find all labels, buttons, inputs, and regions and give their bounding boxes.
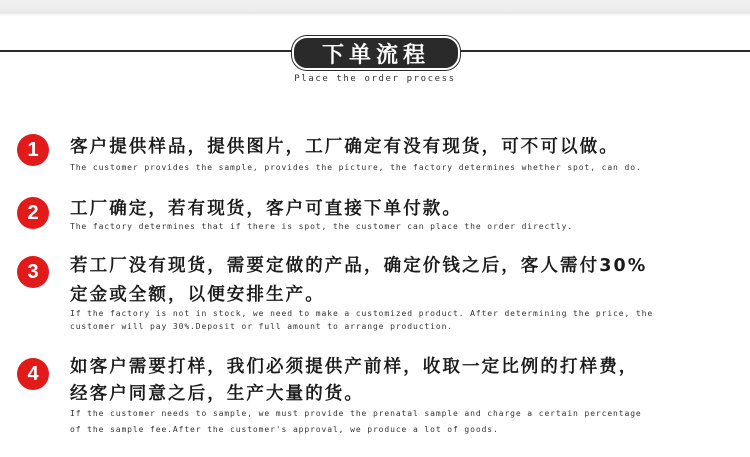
step-text-en: of the sample fee.After the customer's approval, we produce a lot of goods. [70, 425, 499, 434]
top-shadow [0, 12, 750, 16]
step-number-badge: 4 [17, 358, 49, 390]
step-text-en: The factory determines that if there is spot, the customer can place the order directly. [70, 222, 574, 231]
step-text-cn: 定金或全额，以便安排生产。 [70, 285, 325, 305]
step-number-badge: 2 [17, 197, 49, 229]
step-number-badge: 3 [17, 256, 49, 288]
step-text-en: If the customer needs to sample, we must provide the prenatal sample and charge a certain percentage [70, 409, 642, 418]
step-text-cn: 客户提供样品，提供图片，工厂确定有没有现货，可不可以做。 [70, 137, 619, 157]
step-text-cn: 如客户需要打样，我们必须提供产前样，收取一定比例的打样费， [70, 357, 639, 377]
step-number-badge: 1 [17, 134, 49, 166]
page-subtitle: Place the order process [294, 74, 456, 84]
title-pill [292, 36, 460, 70]
step-text-en: If the factory is not in stock, we need to make a customized product. After determining the price, the [70, 309, 654, 318]
step-text-cn: 若工厂没有现货，需要定做的产品，确定价钱之后，客人需付30% [70, 256, 648, 276]
step-text-cn: 工厂确定，若有现货，客户可直接下单付款。 [70, 199, 462, 219]
page-title: 下单流程 [321, 42, 430, 68]
step-text-en: The customer provides the sample, provides the picture, the factory determines whether spot, can do. [70, 163, 642, 172]
step-text-en: customer will pay 30%.Deposit or full amount to arrange production. [70, 322, 453, 331]
step-text-cn: 经客户同意之后，生产大量的货。 [70, 384, 364, 404]
